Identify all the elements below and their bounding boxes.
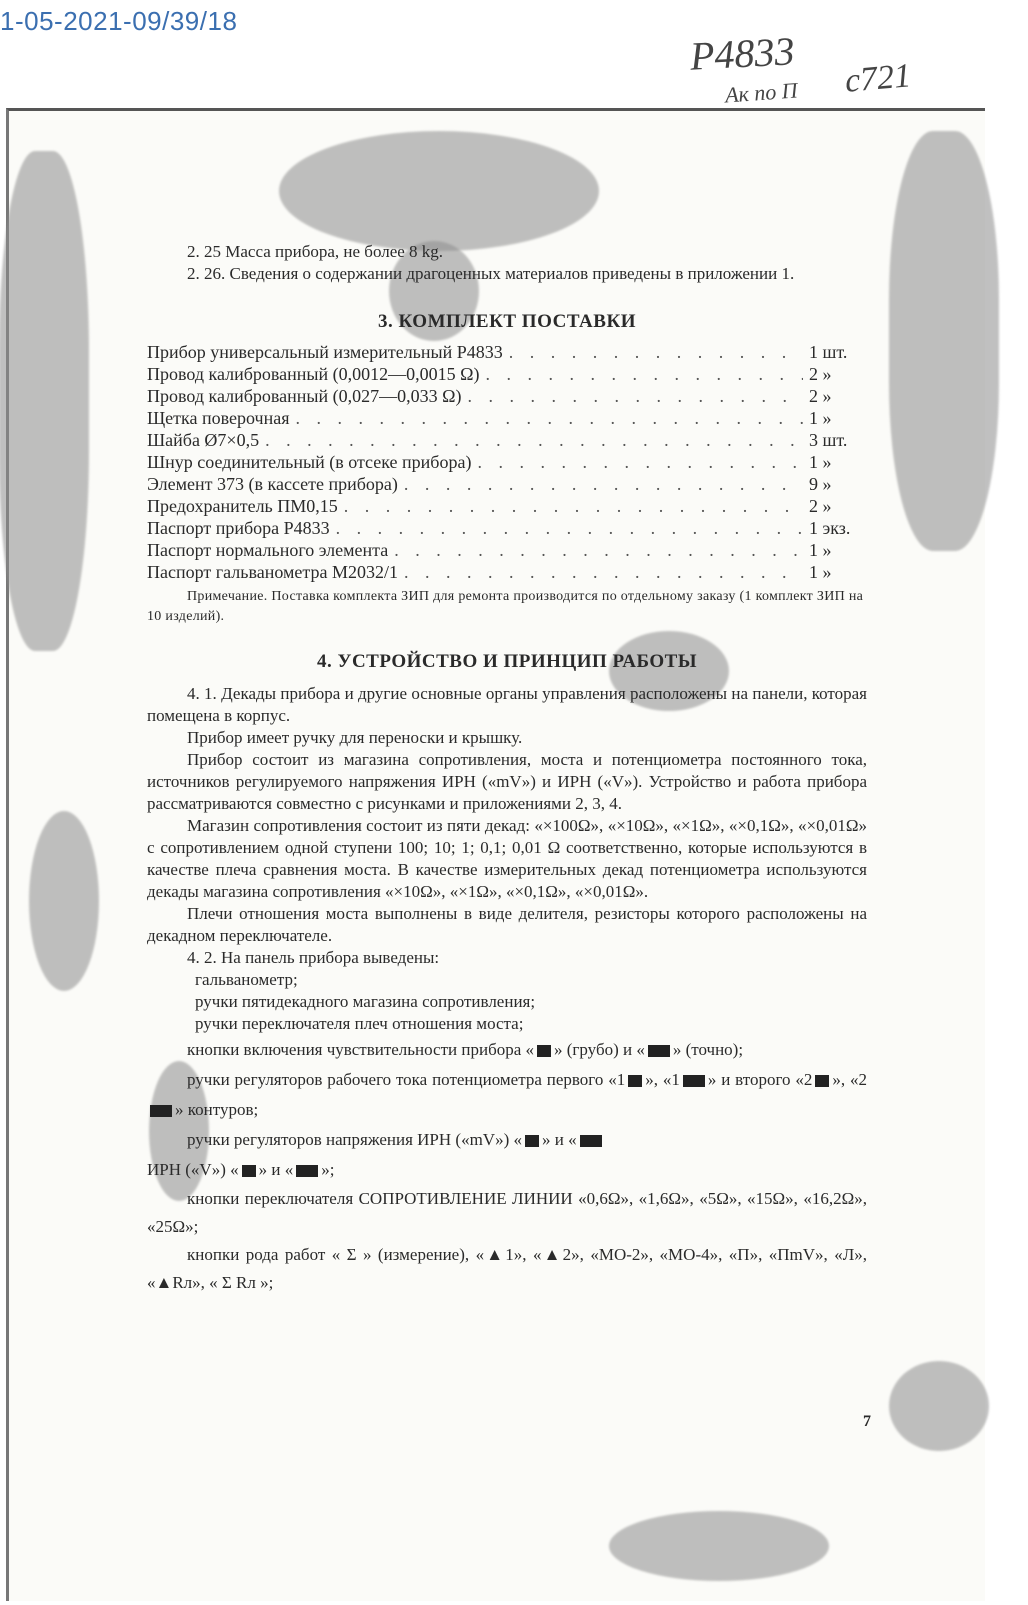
fine-icon	[683, 1075, 705, 1087]
stain	[29, 811, 99, 991]
paragraph: 4. 2. На панель прибора выведены:	[187, 948, 440, 967]
paragraph: ручки регуляторов напряжения ИРН («mV») « » и « ИРН («V») « » и « »;	[147, 1125, 867, 1185]
list-item	[147, 517, 867, 539]
item-name: Предохранитель ПМ0,15	[147, 496, 338, 516]
coarse-icon	[815, 1075, 829, 1087]
document-page	[6, 108, 985, 1601]
list-item	[147, 539, 867, 561]
coarse-icon	[628, 1075, 642, 1087]
list-item	[147, 407, 867, 429]
list-item	[147, 341, 867, 363]
list-item	[147, 561, 867, 583]
item-name: Элемент 373 (в кассете прибора)	[147, 474, 398, 494]
paragraph: Прибор имеет ручку для переноски и крышку.	[187, 728, 523, 747]
section-title: 3. КОМПЛЕКТ ПОСТАВКИ	[377, 311, 636, 332]
note: Примечание. Поставка комплекта ЗИП для ремонта производится по отдельному заказу (1 комплект ЗИП на 10 изделий).	[147, 589, 864, 624]
paragraph: 4. 1. Декады прибора и другие основные органы управления расположены на панели, которая помещена в корпус.	[147, 684, 867, 725]
list-item	[147, 363, 867, 385]
paragraph: 2. 25 Масса прибора, не более 8 kg.	[187, 242, 444, 261]
stain	[889, 1361, 989, 1451]
item-name: Паспорт нормального элемента	[147, 540, 389, 560]
fine-icon	[150, 1105, 172, 1117]
list-item	[147, 385, 867, 407]
paragraph: Плечи отношения моста выполнены в виде делителя, резисторы которого расположены на декадном переключателе.	[147, 904, 867, 945]
paragraph: Прибор состоит из магазина сопротивления, моста и потенциометра постоянного тока, источников регулируемого напряжения ИРН («mV») и ИРН («V»). Устройство и работа прибора рассматриваются совместно с рисунками и приложениями 2, 3, 4.	[147, 750, 867, 813]
item-qty: 2 »	[809, 364, 832, 384]
fine-icon	[296, 1165, 318, 1177]
panel-items-list	[195, 969, 867, 1035]
stain	[889, 131, 999, 551]
stain	[0, 151, 89, 651]
stain	[609, 1511, 829, 1581]
scan-timestamp: 1-05-2021-09/39/18	[0, 6, 238, 36]
fine-icon	[648, 1045, 670, 1057]
document-text	[147, 111, 867, 1297]
item-name: Паспорт гальванометра М2032/1	[147, 562, 398, 582]
item-name: Щетка поверочная	[147, 408, 290, 428]
list-item	[147, 495, 867, 517]
paragraph: кнопки рода работ « Σ » (измерение), «▲1», «▲2», «МО-2», «МО-4», «П», «ПmV», «Л», «▲Rл», « Σ Rл »;	[147, 1245, 867, 1292]
paragraph: 2. 26. Сведения о содержании драгоценных материалов приведены в приложении 1.	[187, 264, 795, 283]
item-qty: 1 »	[809, 452, 832, 472]
list-item	[147, 429, 867, 451]
coarse-icon	[242, 1165, 256, 1177]
item-qty: 2 »	[809, 386, 832, 406]
section-title: 4. УСТРОЙСТВО И ПРИНЦИП РАБОТЫ	[317, 651, 697, 672]
list-item	[147, 473, 867, 495]
list-item: ручки пятидекадного магазина сопротивления;	[195, 992, 536, 1011]
item-name: Паспорт прибора Р4833	[147, 518, 330, 538]
page-number: 7	[863, 1413, 871, 1430]
item-name: Шайба Ø7×0,5	[147, 430, 260, 450]
item-qty: 1 »	[809, 540, 832, 560]
item-qty: 1 экз.	[809, 518, 851, 538]
list-item: ручки переключателя плеч отношения моста;	[195, 1014, 524, 1033]
coarse-icon	[537, 1045, 551, 1057]
item-qty: 1 »	[809, 562, 832, 582]
list-item: гальванометр;	[195, 970, 298, 989]
item-qty: 2 »	[809, 496, 832, 516]
delivery-list	[147, 341, 867, 583]
item-name: Прибор универсальный измерительный Р4833	[147, 342, 503, 362]
paragraph: Магазин сопротивления состоит из пяти декад: «×100Ω», «×10Ω», «×1Ω», «×0,1Ω», «×0,01Ω» с сопротивлением одной ступени 100; 10; 1; 0,1; 0,01 Ω соответственно, которые используются в качестве плеча сравнения моста. В качестве измерительных декад потенциометра используются декады магазина сопротивления «×10Ω», «×1Ω», «×0,1Ω», «×0,01Ω».	[147, 816, 867, 901]
item-name: Шнур соединительный (в отсеке прибора)	[147, 452, 472, 472]
item-name: Провод калиброванный (0,0012—0,0015 Ω)	[147, 364, 480, 384]
paragraph: кнопки включения чувствительности прибора « » (грубо) и « » (точно);	[187, 1040, 744, 1059]
item-qty: 1 шт.	[809, 342, 848, 362]
item-name: Провод калиброванный (0,027—0,033 Ω)	[147, 386, 462, 406]
handwritten-inventory: Ак по П	[724, 77, 799, 108]
paragraph: ручки регуляторов рабочего тока потенциометра первого «1 », «1 » и второго «2 », «2» контуров;	[147, 1065, 867, 1125]
item-qty: 9 »	[809, 474, 832, 494]
paragraph: кнопки переключателя СОПРОТИВЛЕНИЕ ЛИНИИ «0,6Ω», «1,6Ω», «5Ω», «15Ω», «16,2Ω», «25Ω»;	[147, 1189, 867, 1236]
item-qty: 3 шт.	[809, 430, 848, 450]
item-qty: 1 »	[809, 408, 832, 428]
fine-icon	[580, 1135, 602, 1147]
coarse-icon	[525, 1135, 539, 1147]
handwritten-model: Р4833	[688, 28, 796, 79]
handwritten-code: с721	[843, 57, 913, 100]
list-item	[147, 451, 867, 473]
